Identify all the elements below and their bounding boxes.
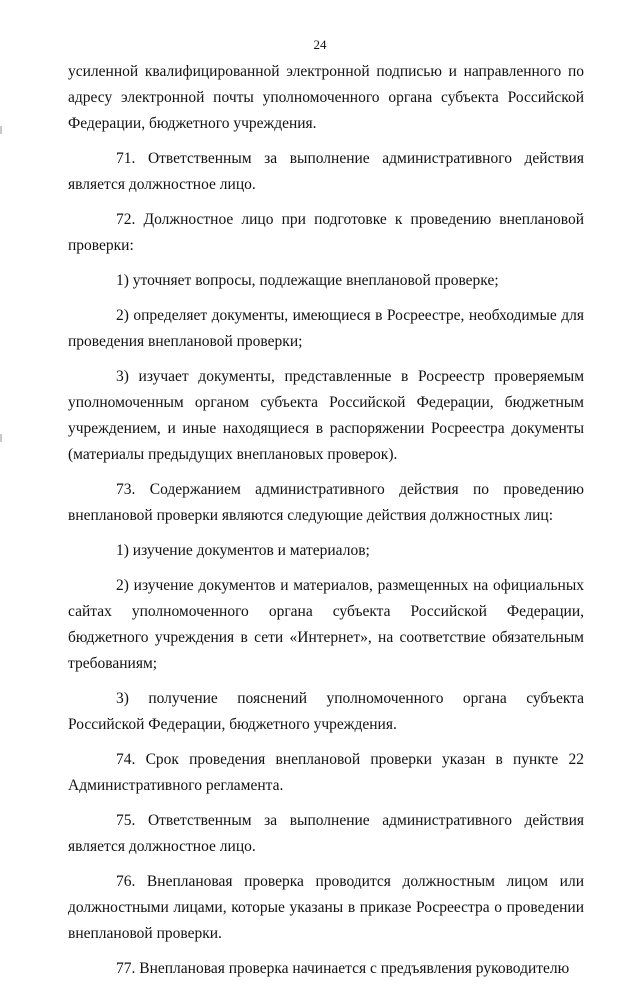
scan-edge-mark (0, 434, 2, 442)
paragraph-73-item-1: 1) изучение документов и материалов; (116, 542, 370, 559)
paragraph-75: 75. Ответственным за выполнение административного действия является должностное лицо. (68, 812, 584, 855)
document-body (68, 59, 584, 991)
paragraph-72-item-2: 2) определяет документы, имеющиеся в Росреестре, необходимые для проведения внеплановой проверки; (68, 307, 584, 350)
paragraph-72-item-1: 1) уточняет вопросы, подлежащие внеплановой проверке; (116, 272, 499, 289)
scan-edge-mark (0, 126, 2, 134)
paragraph-73: 73. Содержанием административного действия по проведению внеплановой проверки являются следующие действия должностных лиц: (68, 481, 584, 524)
paragraph-77: 77. Внеплановая проверка начинается с предъявления руководителю (116, 960, 570, 977)
page-number: 24 (313, 37, 327, 52)
paragraph-71: 71. Ответственным за выполнение административного действия является должностное лицо. (68, 150, 584, 193)
paragraph-73-item-3: 3) получение пояснений уполномоченного органа субъекта Российской Федерации, бюджетного учреждения. (68, 690, 584, 733)
paragraph-76: 76. Внеплановая проверка проводится должностным лицом или должностными лицами, которые указаны в приказе Росреестра о проведении внеплановой проверки. (68, 873, 584, 942)
paragraph-72: 72. Должностное лицо при подготовке к проведению внеплановой проверки: (68, 211, 584, 254)
paragraph-73-item-2: 2) изучение документов и материалов, размещенных на официальных сайтах уполномоченного органа субъекта Российской Федерации, бюджетного учреждения в сети «Интернет», на соответствие обязательным требованиям; (68, 577, 584, 672)
paragraph-continuation: усиленной квалифицированной электронной подписью и направленного по адресу электронной почты уполномоченного органа субъекта Российской Федерации, бюджетного учреждения. (68, 63, 584, 132)
paragraph-72-item-3: 3) изучает документы, представленные в Росреестр проверяемым уполномоченным органом субъекта Российской Федерации, бюджетным учреждением, и иные находящиеся в распоряжении Росреестра документы (материалы предыдущих внеплановых проверок). (68, 368, 584, 463)
paragraph-74: 74. Срок проведения внеплановой проверки указан в пункте 22 Административного регламента. (68, 751, 584, 794)
